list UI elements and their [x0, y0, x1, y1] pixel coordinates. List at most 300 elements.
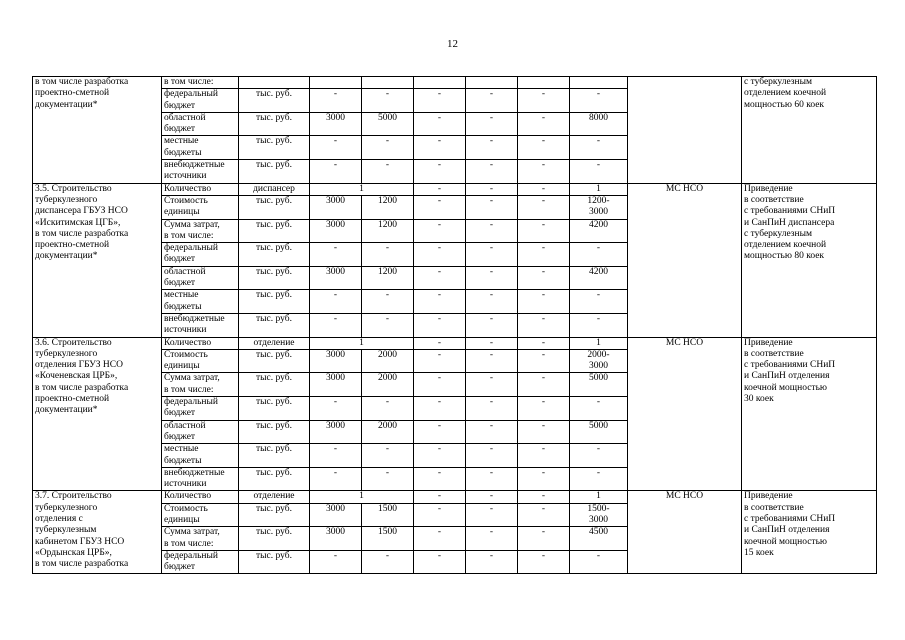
value-text: - [596, 550, 601, 561]
value-text: - [437, 266, 442, 277]
text-line: с туберкулезным [744, 77, 813, 87]
text-line: диспансера ГБУЗ НСО [35, 206, 128, 217]
text-line: Стоимость [164, 349, 208, 360]
text-line: областной [164, 112, 206, 123]
value-text: - [541, 136, 546, 147]
value-cell [466, 373, 518, 397]
value-cell [414, 160, 466, 184]
value-text: - [596, 89, 601, 100]
value-cell [570, 160, 628, 184]
value-cell [570, 266, 628, 290]
value-text: - [333, 160, 338, 171]
text-line: «Искитимская ЦГБ», [35, 217, 121, 228]
indicator-cell [162, 503, 239, 527]
executor-text: МС НСО [665, 337, 704, 348]
text-line: 3000 [589, 361, 608, 372]
value-text: - [489, 420, 494, 431]
text-line: внебюджетные [164, 313, 225, 324]
value-text: 1200 [378, 195, 397, 206]
indicator-cell [162, 195, 239, 219]
value-text: 4500 [589, 527, 608, 538]
value-cell [362, 219, 414, 243]
table-row [33, 337, 877, 349]
value-text: - [489, 503, 494, 514]
unit-text: тыс. руб. [256, 444, 292, 455]
value-text: 3000 [326, 349, 345, 360]
table-row [33, 491, 877, 503]
value-cell [414, 219, 466, 243]
text-line: проектно-сметной [35, 240, 110, 251]
text-line: 30 коек [744, 394, 774, 405]
text-line: мощностью 60 коек [744, 99, 825, 110]
value-cell [414, 183, 466, 195]
value-text: 5000 [589, 420, 608, 431]
value-cell [414, 503, 466, 527]
value-text: - [385, 550, 390, 561]
value-text: - [333, 136, 338, 147]
value-text: - [596, 136, 601, 147]
value-cell [518, 243, 570, 267]
value-text: - [437, 397, 442, 408]
indicator-cell [162, 420, 239, 444]
measure-title-cell [33, 183, 162, 337]
text-line: местные [164, 290, 199, 301]
indicator-cell [162, 397, 239, 421]
text-line: бюджет [164, 254, 196, 265]
value-cell [310, 503, 362, 527]
text-line: внебюджетные [164, 160, 225, 171]
value-cell [570, 527, 628, 551]
value-text: - [437, 420, 442, 431]
value-cell [310, 420, 362, 444]
value-cell [310, 266, 362, 290]
unit-text: тыс. руб. [256, 89, 292, 100]
text-line: местные [164, 136, 199, 147]
text-line: мощностью 80 коек [744, 251, 825, 262]
indicator-cell [162, 444, 239, 468]
value-text: - [489, 527, 494, 538]
text-line: единицы [164, 361, 200, 372]
text-line: в том числе разработка [35, 77, 129, 87]
expected-result-cell [742, 491, 877, 574]
value-text: - [385, 313, 390, 324]
value-text: 3000 [326, 266, 345, 277]
value-cell [310, 89, 362, 113]
text-line: туберкулезного [35, 348, 98, 359]
value-cell [310, 337, 414, 349]
value-cell [414, 420, 466, 444]
text-line: областной [164, 266, 206, 277]
value-text: - [333, 550, 338, 561]
indicator-cell [162, 160, 239, 184]
value-cell [518, 467, 570, 491]
value-text: - [541, 290, 546, 301]
value-cell [310, 373, 362, 397]
unit-text: тыс. руб. [256, 420, 292, 431]
text-line: в соответствие [744, 348, 804, 359]
value-cell [414, 491, 466, 503]
indicator-cell [162, 550, 239, 574]
value-cell [570, 550, 628, 574]
value-cell [310, 219, 362, 243]
unit-cell [239, 243, 310, 267]
value-cell [466, 77, 518, 89]
value-cell [414, 337, 466, 349]
value-cell [518, 503, 570, 527]
text-line: 3.5. Строительство [35, 183, 112, 194]
value-cell [518, 195, 570, 219]
value-text: - [333, 243, 338, 254]
value-text: - [489, 491, 494, 502]
value-cell [518, 77, 570, 89]
text-line: коечной мощностью [744, 536, 827, 547]
value-text: - [333, 290, 338, 301]
expected-result-cell [742, 77, 877, 184]
text-line: бюджет [164, 278, 196, 289]
text-line: бюджет [164, 100, 196, 111]
value-cell [362, 89, 414, 113]
page-number: 12 [447, 38, 458, 50]
value-text: 4200 [589, 219, 608, 230]
text-line: с требованиями СНиП [744, 513, 836, 524]
value-cell [518, 491, 570, 503]
unit-cell [239, 527, 310, 551]
value-cell [518, 136, 570, 160]
indicator-cell [162, 313, 239, 337]
value-text: - [333, 397, 338, 408]
value-cell [570, 467, 628, 491]
value-text: 1500 [378, 527, 397, 538]
text-line: отделения с [35, 513, 83, 524]
text-line: бюджет [164, 124, 196, 135]
text-line: 3000 [589, 207, 608, 218]
value-text: - [437, 136, 442, 147]
value-cell [414, 313, 466, 337]
text-line: с требованиями СНиП [744, 360, 836, 371]
value-cell [518, 313, 570, 337]
value-text: 2000 [378, 373, 397, 384]
value-text: - [437, 160, 442, 171]
value-text: - [489, 290, 494, 301]
value-cell [414, 290, 466, 314]
text-line: 1500- [587, 503, 610, 514]
measures-table [32, 76, 877, 574]
value-text: 2000 [378, 349, 397, 360]
indicator-cell [162, 527, 239, 551]
executor-cell [628, 77, 742, 184]
value-text: 3000 [326, 219, 345, 230]
value-cell [414, 527, 466, 551]
indicator-cell [162, 219, 239, 243]
value-text: - [541, 219, 546, 230]
value-cell [362, 160, 414, 184]
measure-title-cell [33, 77, 162, 184]
unit-cell [239, 337, 310, 349]
text-line: источники [164, 325, 207, 336]
text-line: бюджет [164, 562, 196, 573]
value-text: - [541, 183, 546, 194]
unit-text: тыс. руб. [256, 112, 292, 123]
value-text: - [437, 112, 442, 123]
value-cell [362, 290, 414, 314]
value-text: - [541, 420, 546, 431]
value-cell [518, 527, 570, 551]
value-text: - [489, 467, 494, 478]
indicator-cell [162, 77, 239, 89]
value-cell [310, 77, 362, 89]
unit-text: отделение [253, 337, 295, 348]
unit-text: тыс. руб. [256, 527, 292, 538]
value-text: 3000 [326, 527, 345, 538]
value-text: - [489, 444, 494, 455]
value-text: - [385, 467, 390, 478]
value-text: - [489, 112, 494, 123]
text-line: с требованиями СНиП [744, 206, 836, 217]
text-line: в том числе разработка [35, 559, 129, 570]
unit-cell [239, 349, 310, 373]
text-line: бюджет [164, 408, 196, 419]
value-cell [466, 444, 518, 468]
value-cell [310, 112, 362, 136]
value-text: - [385, 290, 390, 301]
text-line: единицы [164, 207, 200, 218]
value-cell [518, 397, 570, 421]
text-line: и СанПиН отделения [744, 525, 830, 536]
text-line: в соответствие [744, 194, 804, 205]
value-text: 1 [596, 183, 601, 194]
unit-text: диспансер [253, 183, 295, 194]
value-cell [414, 373, 466, 397]
value-text: - [489, 337, 494, 348]
value-text: - [489, 195, 494, 206]
value-text: - [596, 243, 601, 254]
text-line: Приведение [744, 337, 793, 348]
value-cell [570, 77, 628, 89]
text-line: источники [164, 171, 207, 182]
text-line: в том числе: [164, 230, 214, 241]
value-cell [570, 491, 628, 503]
unit-cell [239, 373, 310, 397]
value-text: - [437, 89, 442, 100]
unit-cell [239, 444, 310, 468]
value-cell [570, 373, 628, 397]
value-text: - [596, 397, 601, 408]
text-line: 3.7. Строительство [35, 491, 112, 502]
value-cell [310, 467, 362, 491]
text-line: Стоимость [164, 195, 208, 206]
text-line: федеральный [164, 550, 218, 561]
value-cell [570, 420, 628, 444]
unit-cell [239, 195, 310, 219]
unit-cell [239, 397, 310, 421]
indicator-cell [162, 183, 239, 195]
text-line: проектно-сметной [35, 394, 110, 405]
value-cell [310, 290, 362, 314]
unit-cell [239, 112, 310, 136]
unit-text: тыс. руб. [256, 243, 292, 254]
value-cell [466, 112, 518, 136]
value-text: 3000 [326, 112, 345, 123]
unit-text: тыс. руб. [256, 467, 292, 478]
value-cell [518, 160, 570, 184]
value-cell [570, 219, 628, 243]
value-cell [414, 266, 466, 290]
value-cell [570, 503, 628, 527]
value-cell [362, 527, 414, 551]
executor-cell [628, 337, 742, 491]
text-line: бюджет [164, 431, 196, 442]
text-line: Количество [164, 491, 212, 502]
value-text: - [333, 444, 338, 455]
value-text: 4200 [589, 266, 608, 277]
unit-cell [239, 136, 310, 160]
value-cell [310, 491, 414, 503]
value-text: 5000 [378, 112, 397, 123]
value-cell [466, 266, 518, 290]
indicator-cell [162, 243, 239, 267]
value-cell [570, 89, 628, 113]
text-line: Сумма затрат, [164, 527, 220, 538]
value-text: - [596, 313, 601, 324]
value-text: - [437, 527, 442, 538]
value-cell [310, 527, 362, 551]
value-cell [570, 313, 628, 337]
value-text: - [541, 243, 546, 254]
value-text: 5000 [589, 373, 608, 384]
value-cell [362, 373, 414, 397]
table-row [33, 183, 877, 195]
value-cell [310, 397, 362, 421]
value-text: - [489, 89, 494, 100]
value-cell [414, 467, 466, 491]
value-text: 1200 [378, 266, 397, 277]
value-cell [466, 195, 518, 219]
text-line: 2000- [587, 349, 610, 360]
text-line: отделения ГБУЗ НСО [35, 360, 123, 371]
value-cell [414, 243, 466, 267]
value-text: 8000 [589, 112, 608, 123]
unit-text: тыс. руб. [256, 136, 292, 147]
value-cell [518, 420, 570, 444]
value-cell [466, 160, 518, 184]
value-cell [518, 349, 570, 373]
value-cell [310, 550, 362, 574]
value-text: - [437, 444, 442, 455]
value-cell [570, 195, 628, 219]
value-cell [570, 243, 628, 267]
text-line: Сумма затрат, [164, 373, 220, 384]
text-line: туберкулезного [35, 194, 98, 205]
text-line: и СанПиН отделения [744, 371, 830, 382]
value-text: - [437, 243, 442, 254]
value-text: 2000 [378, 420, 397, 431]
value-text: - [385, 444, 390, 455]
unit-text: тыс. руб. [256, 313, 292, 324]
unit-text: тыс. руб. [256, 160, 292, 171]
indicator-cell [162, 337, 239, 349]
value-text: - [541, 444, 546, 455]
value-cell [310, 195, 362, 219]
value-cell [414, 444, 466, 468]
value-cell [362, 550, 414, 574]
value-text: - [541, 89, 546, 100]
indicator-cell [162, 373, 239, 397]
value-text: - [437, 313, 442, 324]
value-cell [466, 550, 518, 574]
text-line: коечной мощностью [744, 382, 827, 393]
text-line: в том числе: [164, 538, 214, 549]
value-cell [466, 503, 518, 527]
text-line: областной [164, 420, 206, 431]
unit-cell [239, 313, 310, 337]
executor-text: МС НСО [665, 491, 704, 502]
indicator-cell [162, 491, 239, 503]
value-cell [362, 112, 414, 136]
indicator-cell [162, 290, 239, 314]
value-text: - [489, 373, 494, 384]
value-cell [518, 112, 570, 136]
value-text: - [437, 337, 442, 348]
value-text: - [541, 491, 546, 502]
value-text: - [489, 266, 494, 277]
text-line: отделением коечной [744, 88, 827, 99]
value-cell [518, 290, 570, 314]
text-line: туберкулезного [35, 502, 98, 513]
text-line: федеральный [164, 243, 218, 254]
value-cell [362, 136, 414, 160]
value-text: - [541, 266, 546, 277]
indicator-cell [162, 136, 239, 160]
value-cell [310, 136, 362, 160]
value-text: - [489, 397, 494, 408]
indicator-cell [162, 266, 239, 290]
value-cell [466, 397, 518, 421]
value-text: - [541, 550, 546, 561]
value-text: - [541, 467, 546, 478]
value-text: - [596, 290, 601, 301]
executor-text: МС НСО [665, 183, 704, 194]
value-cell [570, 183, 628, 195]
value-text: - [437, 349, 442, 360]
value-text: - [541, 503, 546, 514]
unit-text: тыс. руб. [256, 195, 292, 206]
expected-result-cell [742, 337, 877, 491]
unit-cell [239, 160, 310, 184]
unit-text: тыс. руб. [256, 397, 292, 408]
text-line: 1200- [587, 195, 610, 206]
unit-cell [239, 491, 310, 503]
text-line: местные [164, 444, 199, 455]
unit-cell [239, 219, 310, 243]
value-text: - [489, 219, 494, 230]
value-text: - [333, 467, 338, 478]
unit-cell [239, 420, 310, 444]
value-cell [362, 77, 414, 89]
text-line: Количество [164, 337, 212, 348]
value-text: - [541, 527, 546, 538]
value-text: - [437, 373, 442, 384]
value-cell [414, 349, 466, 373]
value-cell [414, 77, 466, 89]
text-line: источники [164, 479, 207, 490]
value-text: - [437, 491, 442, 502]
value-text: - [333, 89, 338, 100]
value-cell [518, 89, 570, 113]
expected-result-cell [742, 183, 877, 337]
indicator-cell [162, 349, 239, 373]
measure-title-cell [33, 491, 162, 574]
text-line: 3000 [589, 514, 608, 525]
